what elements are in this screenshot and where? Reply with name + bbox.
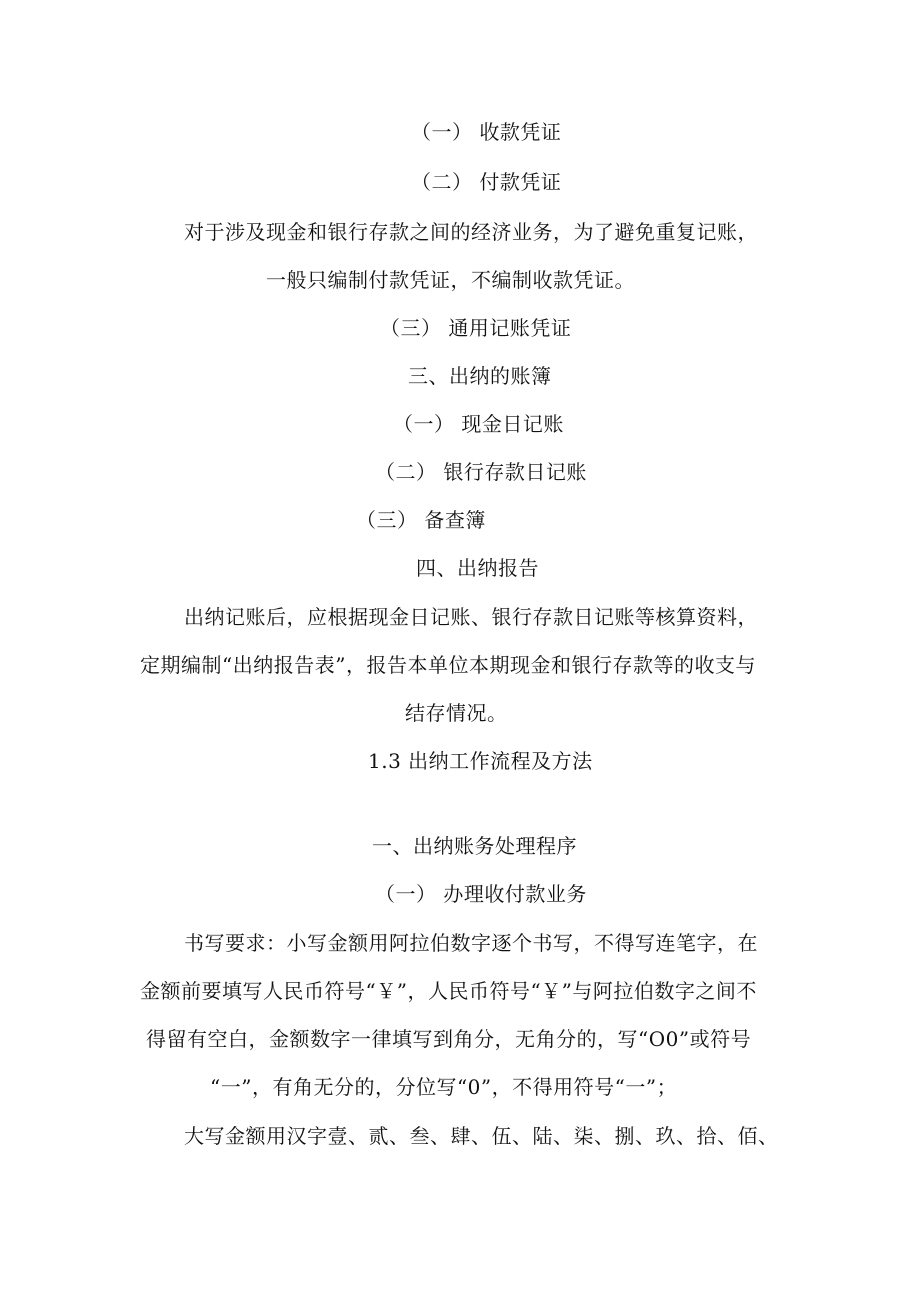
section-heading-cashier-books: 三、出纳的账簿 <box>408 364 552 388</box>
heading-handle-payments: （一） 办理收付款业务 <box>375 882 587 906</box>
paragraph-line: 结存情况。 <box>405 701 508 725</box>
heading-receipt-voucher: （一） 收款凭证 <box>411 120 562 144</box>
heading-memo-book: （三） 备查簿 <box>356 508 486 532</box>
section-heading-account-procedure: 一、出纳账务处理程序 <box>372 834 577 858</box>
paragraph-line: 出纳记账后，应根据现金日记账、银行存款日记账等核算资料， <box>184 605 758 629</box>
chapter-heading: 1.3 出纳工作流程及方法 <box>368 749 593 773</box>
paragraph-line: 大写金额用汉字壹、贰、叁、肆、伍、陆、柒、捌、玖、拾、佰、 <box>184 1124 779 1148</box>
heading-general-voucher: （三） 通用记账凭证 <box>380 316 572 340</box>
heading-bank-journal: （二） 银行存款日记账 <box>375 460 587 484</box>
paragraph-line: 书写要求：小写金额用阿拉伯数字逐个书写，不得写连笔字，在 <box>184 931 758 955</box>
section-heading-cashier-report: 四、出纳报告 <box>416 556 539 580</box>
paragraph-line: “一”，有角无分的，分位写“0”，不得用符号“一”； <box>210 1075 678 1099</box>
paragraph-line: 对于涉及现金和银行存款之间的经济业务，为了避免重复记账， <box>184 220 758 244</box>
heading-cash-journal: （一） 现金日记账 <box>393 412 564 436</box>
paragraph-line: 定期编制“出纳报告表”，报告本单位本期现金和银行存款等的收支与 <box>140 653 756 677</box>
paragraph-line: 一般只编制付款凭证，不编制收款凭证。 <box>266 268 635 292</box>
paragraph-line: 得留有空白，金额数字一律填写到角分，无角分的，写“O0”或符号 <box>146 1027 752 1051</box>
paragraph-line: 金额前要填写人民币符号“￥”，人民币符号“￥”与阿拉伯数字之间不 <box>140 979 757 1003</box>
heading-payment-voucher: （二） 付款凭证 <box>411 170 562 194</box>
